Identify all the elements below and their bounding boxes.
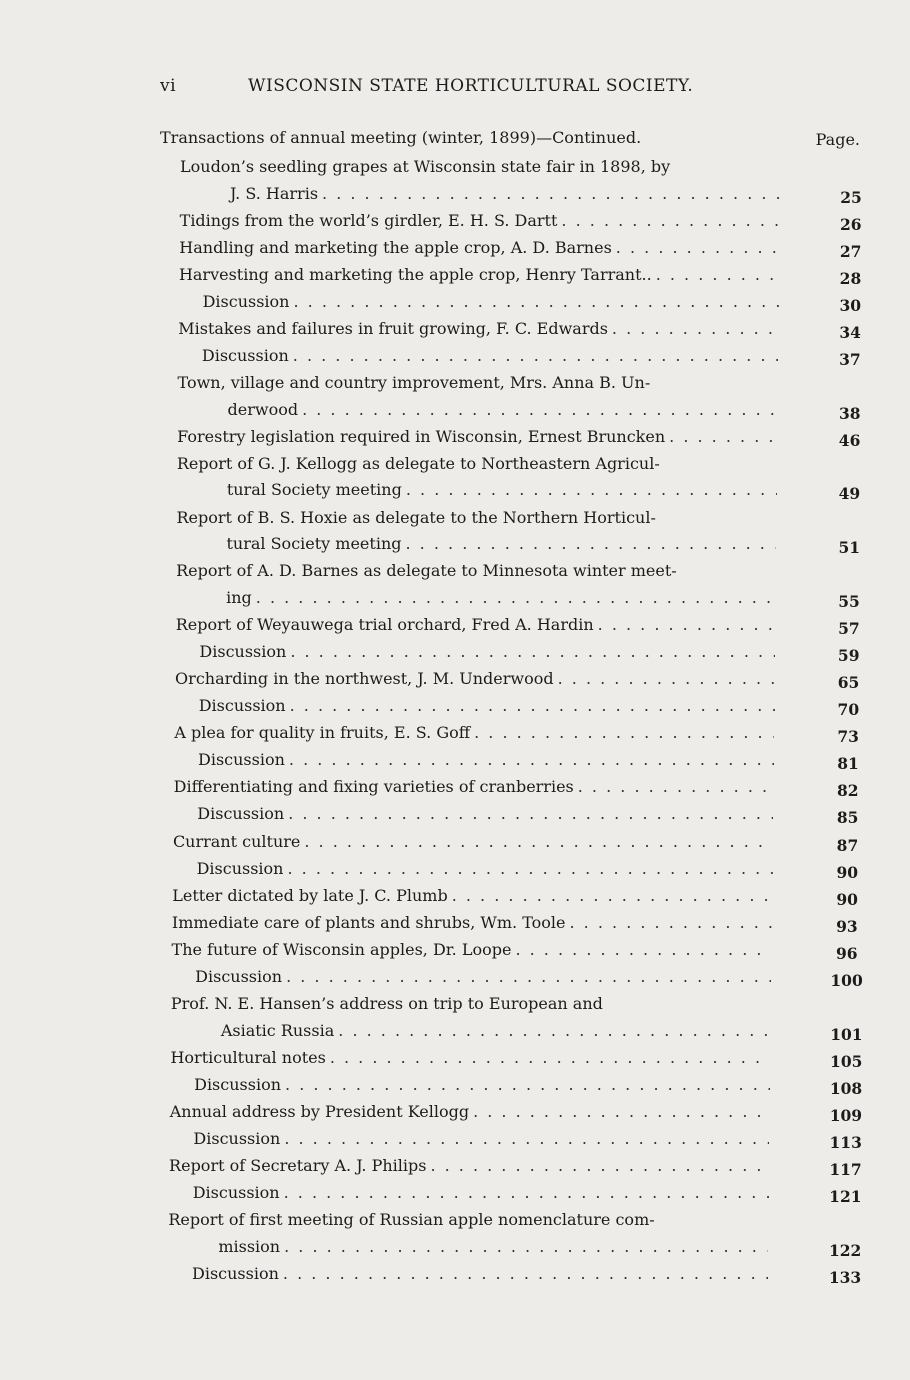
toc-page-number: 109 (829, 1105, 863, 1125)
toc-page-number: 28 (839, 268, 862, 288)
toc-entry-line (174, 720, 774, 746)
toc-entry-line (218, 1234, 768, 1260)
toc-page-number: 82 (837, 781, 859, 801)
toc-entry-text: Differentiating and fixing varieties of cranberries (173, 777, 574, 797)
toc-entry-text: Letter dictated by late J. C. Plumb (172, 885, 448, 905)
dot-leader (561, 208, 779, 234)
toc-entry-text: Report of B. S. Hoxie as delegate to the Northern Horticul- (176, 507, 656, 527)
toc-entry-line (176, 612, 776, 638)
dot-leader (284, 1180, 769, 1206)
toc-entry-line (198, 747, 774, 773)
dot-leader (338, 1018, 771, 1044)
dot-leader (570, 910, 772, 936)
toc-entry-line (176, 505, 776, 531)
toc-entry-line (178, 370, 778, 396)
dot-leader (304, 829, 773, 855)
toc-page-number: 87 (836, 835, 859, 855)
page-column-label: Page. (815, 130, 860, 149)
dot-leader (406, 477, 777, 503)
toc-entry-text: Discussion (192, 1183, 280, 1203)
dot-leader (283, 1261, 768, 1287)
dot-leader (656, 262, 779, 288)
toc-entry-text: Handling and marketing the apple crop, A. D. Barnes (179, 237, 612, 257)
toc-entry-line (172, 883, 772, 909)
dot-leader (293, 343, 778, 369)
toc-entry-line (179, 262, 779, 288)
dot-leader (287, 856, 772, 882)
toc-entry-line (169, 1153, 769, 1179)
toc-page-number: 117 (829, 1160, 862, 1180)
toc-page-number: 122 (828, 1240, 862, 1260)
toc-entry-text: Discussion (197, 804, 285, 824)
toc-entry-text: The future of Wisconsin apples, Dr. Loope (171, 939, 512, 959)
toc-entry-text: Report of Secretary A. J. Philips (169, 1156, 427, 1176)
toc-page-number: 55 (838, 591, 860, 611)
toc-entry-text: Discussion (195, 967, 283, 986)
toc-entry-line (180, 154, 780, 180)
toc-entry-text: Discussion (199, 641, 287, 661)
toc-entry-text: J. S. Harris (230, 183, 319, 203)
toc-entry-line (203, 289, 779, 315)
toc-entry-text: Orcharding in the northwest, J. M. Underwood (175, 668, 554, 688)
toc-entry-text: Currant culture (172, 831, 301, 851)
toc-entry-line (221, 1018, 771, 1044)
toc-entry-text: Discussion (193, 1129, 281, 1148)
toc-entry-text: Discussion (194, 1074, 282, 1094)
toc-page-number: 108 (829, 1078, 863, 1098)
dot-leader (452, 883, 773, 909)
page-title: WISCONSIN STATE HORTICULTURAL SOCIETY. (248, 76, 694, 96)
dot-leader (290, 639, 775, 665)
toc-entry-line (171, 991, 771, 1017)
dot-leader (322, 181, 780, 207)
dot-leader (293, 289, 778, 315)
toc-entry-text: A plea for quality in fruits, E. S. Goff (174, 723, 471, 743)
toc-page-number: 49 (838, 484, 861, 504)
toc-page-number: 46 (838, 430, 861, 450)
toc-page-number: 37 (839, 350, 861, 370)
toc-entry-text: Discussion (202, 291, 290, 311)
toc-entry-text: ing (226, 587, 252, 607)
toc-entry-line (197, 801, 773, 827)
toc-entry-text: Immediate care of plants and shrubs, Wm. Toole (171, 912, 566, 932)
toc-entry-text: Forestry legislation required in Wisconsin, Ernest Bruncken (177, 426, 666, 446)
toc-page-number: 90 (836, 889, 858, 909)
toc-page-number: 38 (838, 403, 861, 423)
toc-page-number: 81 (837, 754, 859, 774)
toc-entry-line (177, 451, 777, 477)
toc-entry-text: Discussion (196, 858, 284, 878)
toc-entry-line (227, 477, 777, 503)
toc-entry-text: Discussion (201, 346, 289, 366)
toc-page-number: 59 (837, 645, 860, 665)
toc-page-number: 96 (835, 943, 858, 963)
dot-leader (302, 397, 777, 423)
toc-entry-text: Prof. N. E. Hansen’s address on trip to European and (170, 994, 603, 1014)
toc-entry-text: Report of first meeting of Russian apple nomenclature com- (168, 1210, 655, 1230)
toc-entry-line (170, 1045, 770, 1071)
toc-entry-text: Report of G. J. Kellogg as delegate to Northeastern Agricul- (176, 453, 660, 473)
toc-page-number: 51 (838, 538, 861, 557)
dot-leader (330, 1045, 771, 1071)
dot-leader (515, 937, 771, 963)
dot-leader (669, 424, 777, 450)
dot-leader (612, 316, 778, 342)
toc-page-number: 30 (839, 295, 862, 315)
toc-entry-line (199, 693, 775, 719)
toc-entry-line (226, 585, 776, 611)
dot-leader (473, 1099, 770, 1125)
toc-entry-line (172, 937, 772, 963)
toc-entry-line (177, 424, 777, 450)
toc-page-number: 105 (830, 1051, 863, 1071)
dot-leader (598, 612, 776, 638)
toc-entry-text: Discussion (192, 1263, 279, 1283)
toc-entry-line (175, 666, 775, 692)
dot-leader (256, 585, 776, 611)
toc-page-number: 27 (839, 241, 862, 261)
toc-entry-text: Town, village and country improvement, Mrs. Anna B. Un- (177, 373, 651, 393)
dot-leader (290, 693, 775, 719)
toc-page-number: 73 (837, 727, 859, 747)
toc-entry-text: Tidings from the world’s girdler, E. H. S. Dartt (179, 210, 558, 230)
toc-entry-line (194, 1072, 770, 1098)
dot-leader (474, 720, 774, 746)
toc-entry-text: Annual address by President Kellogg (169, 1101, 470, 1121)
toc-page-number: 65 (837, 672, 860, 692)
toc-entry-line (195, 964, 771, 990)
toc-entry-line (230, 181, 780, 207)
toc-entry-line (174, 774, 774, 800)
dot-leader (430, 1153, 769, 1179)
toc-entry-line (176, 558, 776, 584)
toc-entry-line (168, 1207, 768, 1233)
toc-page-number: 25 (840, 187, 862, 207)
toc-entry-text: Asiatic Russia (220, 1020, 335, 1040)
toc-entry-line (193, 1126, 769, 1152)
dot-leader (284, 1126, 769, 1152)
toc-entry-text: Loudon’s seedling grapes at Wisconsin state fair in 1898, by (180, 157, 671, 176)
toc-entry-text: derwood (227, 399, 299, 419)
toc-entry-line (173, 829, 773, 855)
dot-leader (558, 666, 775, 692)
toc-entry-line (193, 1180, 769, 1206)
toc-page-number: 90 (836, 862, 859, 882)
toc-entry-line (179, 235, 779, 261)
toc-entry-line (170, 1099, 770, 1125)
toc-page-number: 34 (839, 323, 861, 342)
toc-page-number: 121 (829, 1187, 862, 1207)
toc-entry-line (180, 208, 780, 234)
dot-leader (286, 964, 771, 990)
toc-entry-text: tural Society meeting (226, 480, 402, 500)
dot-leader (616, 235, 779, 261)
toc-page-number: 70 (837, 700, 860, 719)
toc-entry-line (199, 639, 775, 665)
dot-leader (284, 1234, 768, 1260)
toc-entry-line (192, 1261, 768, 1287)
toc-page-number: 113 (829, 1133, 862, 1152)
toc-entry-line (202, 343, 778, 369)
toc-entry-text: Report of Weyauwega trial orchard, Fred A. Hardin (175, 614, 594, 634)
toc-page-number: 26 (840, 214, 862, 234)
toc-page-number: 93 (836, 916, 858, 936)
toc-entry-text: Mistakes and failures in fruit growing, F. C. Edwards (178, 319, 608, 338)
toc-entry-line (172, 910, 772, 936)
toc-entry-text: tural Society meeting (226, 534, 402, 553)
dot-leader (406, 531, 777, 557)
toc-page-number: 133 (828, 1267, 862, 1287)
toc-page-number: 101 (830, 1024, 863, 1044)
toc-entry-text: Report of A. D. Barnes as delegate to Minnesota winter meet- (176, 561, 677, 581)
toc-page-number: 100 (830, 971, 863, 990)
toc-entry-line (197, 856, 773, 882)
dot-leader (288, 801, 773, 827)
toc-entry-text: Harvesting and marketing the apple crop, Henry Tarrant.. (178, 264, 652, 284)
toc-entry-line (228, 397, 778, 423)
toc-entry-text: Discussion (198, 696, 286, 715)
dot-leader (578, 774, 774, 800)
toc-entry-line (226, 531, 776, 557)
toc-entry-text: Discussion (198, 750, 285, 770)
toc-entry-text: mission (218, 1236, 281, 1256)
page-numeral: vi (160, 76, 177, 96)
toc-page-number: 85 (836, 808, 859, 828)
section-heading-text: Transactions of annual meeting (winter, 1899)—Continued. (160, 128, 642, 147)
dot-leader (289, 747, 774, 773)
toc-entry-line (178, 316, 778, 342)
dot-leader (285, 1072, 770, 1098)
toc-entry-text: Horticultural notes (170, 1047, 326, 1067)
toc-page-number: 57 (838, 618, 860, 638)
